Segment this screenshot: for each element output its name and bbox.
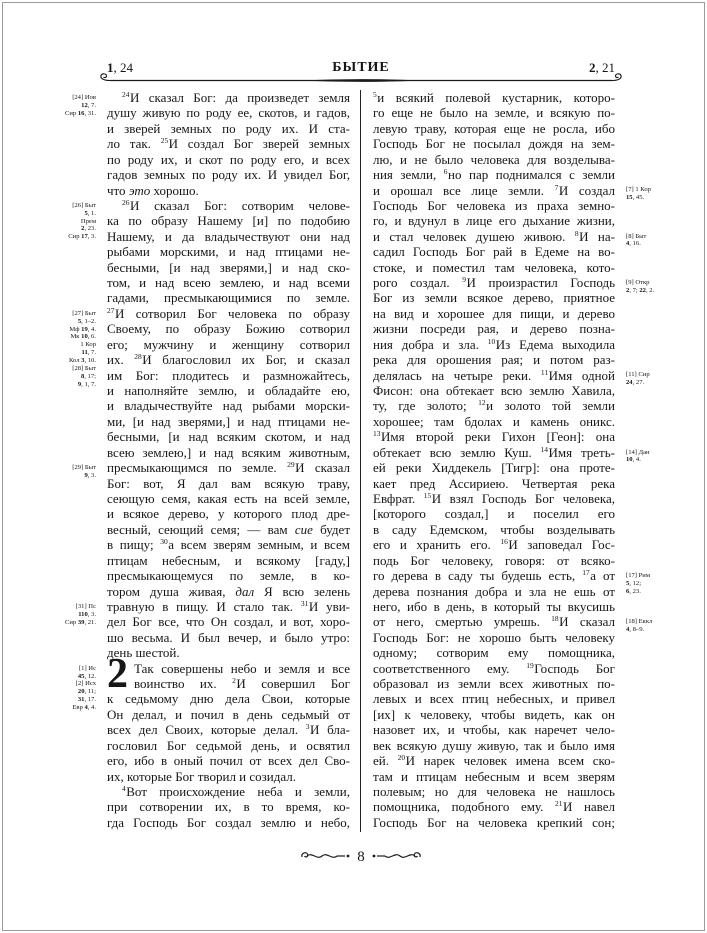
verse-number: 14 xyxy=(540,444,549,454)
text-line: их. $^{28}$И благословил их Бог, и сказал xyxy=(107,352,350,368)
text-line: пресмыкающемуся по земле, в ко- xyxy=(107,568,350,584)
cross-reference xyxy=(40,464,96,480)
text-line: пресмыкающимся по земле. $^{29}$И сказал xyxy=(107,460,350,476)
text-line: стоке, и поместил там человека, кото- xyxy=(373,259,615,275)
text-line: день шестой. xyxy=(107,645,180,661)
verse-number: 28 xyxy=(134,352,142,362)
text-line: по роду их, и скот по роду его, и всех xyxy=(107,151,350,167)
text-line: Своему, по образу Божию сотворил xyxy=(107,321,350,337)
text-line: бесными, [и над всяким скотом, и над xyxy=(107,429,350,445)
cross-reference-line: Мк 10, 6. xyxy=(70,333,96,341)
text-line: весный, сеющий семя; — вам сие будет xyxy=(107,521,350,537)
verse-number: 17 xyxy=(582,568,590,578)
text-line: кает пред Ассириею. Четвертая река xyxy=(373,475,615,491)
text-line: всею землею,] и над всяким животным, xyxy=(107,444,350,460)
bold-chapter-number: 15 xyxy=(626,194,633,202)
cross-reference-line: [1] Ис xyxy=(78,664,96,672)
cross-reference-line: [14] Дан xyxy=(626,448,650,456)
header-rule-right-curl xyxy=(612,74,621,81)
text-line: ло так. $^{25}$И создал Бог зверей земных xyxy=(107,136,350,152)
bold-chapter-number: 4 xyxy=(626,240,630,248)
cross-reference-line: 9, 3. xyxy=(84,471,96,479)
text-line: Нашему, и да владычествуют они над xyxy=(107,228,350,244)
text-line: гадов земных по роду их. И увидел Бог, xyxy=(107,167,350,183)
verse-number: 31 xyxy=(300,598,309,608)
text-line: воинство их. $^2$И совершил Бог xyxy=(134,676,350,692)
cross-reference-line: [18] Еккл xyxy=(626,618,653,626)
cross-reference-line: Мф 19, 4. xyxy=(69,325,96,333)
column-divider xyxy=(360,90,361,832)
text-line: обтекает всю землю Куш. $^{14}$Имя треть- xyxy=(373,444,615,460)
verse-number: 26 xyxy=(122,197,130,207)
italic-word: дал xyxy=(235,583,255,599)
cross-reference-line: Сир 17, 3. xyxy=(68,233,96,241)
cross-reference-line: 45, 12. xyxy=(77,672,96,680)
text-line: шо весьма. И был вечер, и было утро: xyxy=(107,629,350,645)
text-line: том, и над всею землею, и над всеми xyxy=(107,275,350,291)
text-line: хорошее; там бдолах и камень оникс. xyxy=(373,413,615,429)
bold-chapter-number: 5 xyxy=(626,579,630,587)
text-line: Господь Бог на человека крепкий сон; xyxy=(373,814,615,830)
text-line: в саду Едемском, чтобы возделывать xyxy=(373,521,615,537)
text-line: назовет их, и чтобы, как наречет чело- xyxy=(373,722,615,738)
text-line: ния земли, $^6$но пар поднимался с земли xyxy=(373,167,615,183)
verse-number: 27 xyxy=(107,305,115,315)
text-line: соответственного ему. $^{19}$Господь Бог xyxy=(373,660,616,676)
cross-reference-line: 6, 23. xyxy=(626,587,641,595)
bold-chapter-number: 20 xyxy=(77,688,85,696)
bold-chapter-number: 12 xyxy=(81,101,88,109)
text-line: Фисон: она обтекает всю землю Хавила, xyxy=(373,383,615,399)
text-line: им Бог: плодитесь и размножайтесь, xyxy=(107,367,350,383)
text-line: ей реки Хиддекель [Тигр]: она проте- xyxy=(373,460,615,476)
text-line: к седьмому дню дела Свои, которые xyxy=(107,691,350,707)
cross-reference-line: 5, 1. xyxy=(84,209,96,217)
text-line: и орошал все лице земли. $^7$И создал xyxy=(373,182,615,198)
text-line: полевым; но для человека не нашлось xyxy=(373,783,615,799)
text-line: Бог: вот, Я дал вам всякую траву, xyxy=(107,475,350,491)
text-line: сеющую семя, какая есть на всей земле, xyxy=(107,490,350,506)
verse-number: 10 xyxy=(487,336,496,346)
text-line: Так совершены небо и земля и все xyxy=(134,660,350,676)
cross-reference-line: [7] 1 Кор xyxy=(626,186,651,194)
text-line: и владычествуйте над рыбами морски- xyxy=(107,398,350,414)
text-line: [их] к человеку, чтобы видеть, как он xyxy=(373,706,615,722)
text-line: лю, и не было человека для возделыва- xyxy=(373,151,615,167)
text-line: левых и всех птиц небесных, и привел xyxy=(373,691,615,707)
verse-number: 29 xyxy=(287,460,295,470)
text-line: него, ибо в день, в который ты вкусишь xyxy=(373,598,615,614)
italic-word: это xyxy=(128,182,151,198)
bold-chapter-number: 110 xyxy=(78,610,88,618)
text-line: $^5$и всякий полевой кустарник, которо- xyxy=(373,90,615,105)
verse-number: 9 xyxy=(462,275,466,285)
left-text-column xyxy=(107,90,350,830)
text-line: гословил Бог седьмой день, и освятил xyxy=(107,737,350,753)
text-line: в пищу; $^{30}$а всем зверям земным, и всем xyxy=(107,537,350,553)
bold-chapter-number: 4 xyxy=(84,704,88,712)
cross-reference-line: 110, 3. xyxy=(78,610,96,618)
cross-reference xyxy=(626,371,686,387)
cross-reference-line: 11, 7. xyxy=(81,349,96,357)
text-line: его; мужчину и женщину сотворил xyxy=(107,336,350,352)
cross-reference-line: 4, 16. xyxy=(626,240,641,248)
text-line: и стал человек душею живою. $^8$И на- xyxy=(373,228,615,244)
cross-reference-line: 20, 11; xyxy=(77,688,96,696)
cross-reference-line: 10, 4. xyxy=(626,456,641,464)
cross-reference xyxy=(626,618,686,634)
text-line: дерева познания добра и зла не ешь от xyxy=(373,583,615,599)
text-line: $^{24}$И сказал Бог: да произведет земля xyxy=(122,90,350,105)
bold-chapter-number: 5 xyxy=(77,317,82,325)
bold-chapter-number: 45 xyxy=(77,672,85,680)
bold-chapter-number: 3 xyxy=(81,357,85,365)
bold-chapter-number: 8 xyxy=(80,372,85,380)
chapter-number: 2 xyxy=(107,651,128,697)
text-line: ми, [и над зверями,] и над птицами не- xyxy=(107,413,350,429)
verse-number: 24 xyxy=(122,90,130,99)
cross-reference-line: [11] Сир xyxy=(626,371,650,379)
cross-reference-line: Кол 3, 10. xyxy=(68,357,96,365)
italic-word: сие xyxy=(294,521,313,537)
text-line: делялась на четыре реки. $^{11}$Имя одной xyxy=(373,367,615,383)
bold-chapter-number: 1 xyxy=(107,60,114,75)
cross-reference-line: [2] Исх xyxy=(75,680,96,688)
text-line: что это хорошо. xyxy=(107,182,199,198)
cross-reference-line: 5, 1–2. xyxy=(77,317,96,325)
cross-reference xyxy=(626,279,686,295)
verse-number: 16 xyxy=(500,537,508,547)
cross-reference-line: [26] Быт xyxy=(72,201,96,209)
verse-number: 18 xyxy=(551,614,559,624)
bold-chapter-number: 19 xyxy=(81,325,88,333)
cross-reference-line: 15, 45. xyxy=(626,194,645,202)
bold-chapter-number: 31 xyxy=(77,696,85,704)
text-line: Он делал, и почил в день седьмый от xyxy=(107,706,350,722)
text-line: там и птицам небесным и всем зверям xyxy=(373,768,615,784)
text-line: дел Бог все, что Он создал, и вот, хоро- xyxy=(107,614,350,630)
text-line: $^{26}$И сказал Бог: сотворим челове- xyxy=(122,197,350,213)
left-margin-references xyxy=(40,0,96,712)
verse-number: 19 xyxy=(526,660,534,670)
text-line: $^{13}$Имя второй реки Гихон [Геон]: она xyxy=(373,429,615,445)
text-line: река для орошения рая; и потом раз- xyxy=(373,352,615,368)
bold-chapter-number: 5 xyxy=(84,209,88,217)
text-line: Господь Бог: не хорошо быть человеку xyxy=(373,629,615,645)
cross-reference xyxy=(626,233,686,249)
bold-chapter-number: 17 xyxy=(81,233,88,241)
text-line: го дерева в саду ты будешь есть, $^{17}$а от xyxy=(373,568,615,584)
cross-reference xyxy=(40,310,96,389)
cross-reference-line: Сир 16, 31. xyxy=(64,109,96,117)
bold-chapter-number: 11 xyxy=(81,349,88,357)
header-rule-left-curl xyxy=(101,74,110,81)
verse-number: 3 xyxy=(305,722,310,732)
bold-chapter-number: 4 xyxy=(626,626,630,634)
cross-reference-line: [17] Рим xyxy=(626,572,651,580)
text-line: бесными, [и над зверями,] и над ско- xyxy=(107,259,350,275)
text-line: и зверей земных по роду их. И ста- xyxy=(107,120,350,136)
text-line: [которого создал,] и поселил его xyxy=(373,506,615,522)
cross-reference-line: 1 Кор xyxy=(80,341,96,349)
bold-chapter-number: 2 xyxy=(589,60,596,75)
text-line: Господь Бог не посылал дождя на зем- xyxy=(373,136,615,152)
cross-reference-line: 2, 23. xyxy=(81,225,96,233)
text-line: Бог из земли всякое дерево, приятное xyxy=(373,290,615,306)
cross-reference-line: [24] Иов xyxy=(72,93,96,101)
verse-number: 7 xyxy=(554,182,559,192)
bold-chapter-number: 9 xyxy=(77,380,82,388)
text-line: гадами, пресмыкающимися по земле. xyxy=(107,290,350,306)
bold-chapter-number: 2 xyxy=(81,225,85,233)
cross-reference-line: Прем xyxy=(80,217,96,225)
text-line: душу живую по роду ее, скотов, и гадов, xyxy=(107,105,350,121)
text-line: образовал из земли всех животных по- xyxy=(373,676,615,692)
cross-reference-line: [27] Быт xyxy=(72,309,96,317)
text-line: помощника, подобного ему. $^{21}$И навел xyxy=(373,799,615,815)
ornament-curl xyxy=(302,853,308,857)
cross-reference xyxy=(626,186,686,202)
cross-reference-line: [9] Откр xyxy=(626,278,650,286)
book-title: БЫТИЕ xyxy=(332,60,390,75)
text-line: при сотворении их, в то время, ко- xyxy=(107,799,350,815)
bold-chapter-number: 2 xyxy=(626,286,630,294)
text-line: ту, где золото; $^{12}$и золото той земли xyxy=(373,398,616,414)
cross-reference xyxy=(40,202,96,242)
cross-reference-line: [29] Быт xyxy=(72,464,96,472)
verse-number: 8 xyxy=(574,228,579,238)
verse-number: 2 xyxy=(232,676,236,686)
right-margin-references xyxy=(626,0,686,634)
cross-reference xyxy=(40,94,96,118)
verse-number: 20 xyxy=(397,753,406,763)
verse-number: 4 xyxy=(122,783,126,793)
text-line: рыбами морскими, и над птицами не- xyxy=(107,244,350,260)
text-line: Евфрат. $^{15}$И взял Господь Бог человека, xyxy=(373,490,615,506)
text-line: птицам небесным, и всякому [гаду,] xyxy=(107,552,350,568)
cross-reference xyxy=(626,449,686,465)
text-line: их, которые Бог творил и созидал. xyxy=(107,768,296,784)
bold-chapter-number: 39 xyxy=(77,618,85,626)
text-line: $^{27}$И сотворил Бог человека по образу xyxy=(107,305,350,321)
text-line: Господь Бог человека из праха земно- xyxy=(373,197,615,213)
text-line: садил Господь Бог рай в Едеме на во- xyxy=(373,244,615,260)
bold-chapter-number: 6 xyxy=(626,587,630,595)
cross-reference-line: [31] Пс xyxy=(75,602,96,610)
verse-number: 13 xyxy=(373,429,381,439)
cross-reference-line: 31, 17. xyxy=(77,696,96,704)
text-line: век всякую душу живую, так и было имя xyxy=(373,737,615,753)
verse-number: 30 xyxy=(160,537,168,547)
text-line: подь Бог человеку, говоря: от всяко- xyxy=(373,552,615,568)
text-line: всех дел Своих, которые делал. $^3$И бла- xyxy=(107,722,350,738)
running-head-start-reference: 1, 24 xyxy=(107,60,133,75)
verse-number: 5 xyxy=(373,90,377,99)
cross-reference xyxy=(40,665,96,712)
cross-reference-line: Сир 39, 21. xyxy=(64,618,96,626)
bold-chapter-number: 24 xyxy=(626,379,633,387)
text-line: тором душа живая, дал Я всю зелень xyxy=(107,583,350,599)
text-line: жизни посреди рая, и дерево позна- xyxy=(373,321,615,337)
cross-reference-line: 8, 17; xyxy=(80,372,96,380)
cross-reference-line: 24, 27. xyxy=(626,379,645,387)
bold-chapter-number: 10 xyxy=(81,333,88,341)
cross-reference-line: 12, 7. xyxy=(81,101,96,109)
header-rule-center-swell xyxy=(300,79,422,82)
verse-number: 25 xyxy=(160,136,169,146)
cross-reference xyxy=(40,603,96,627)
text-line: травную в пищу. И стало так. $^{31}$И уви- xyxy=(107,598,351,614)
verse-number: 12 xyxy=(478,398,486,408)
verse-number: 15 xyxy=(423,490,432,500)
cross-reference-line: 9, 1, 7. xyxy=(77,380,96,388)
text-line: его и хранить его. $^{16}$И заповедал Гос- xyxy=(373,537,616,553)
text-line: и наполняйте землю, и обладайте ею, xyxy=(107,383,350,399)
bold-chapter-number: 16 xyxy=(77,109,85,117)
page-number: 8 xyxy=(357,849,365,865)
text-line: левую траву, которая еще не росла, ибо xyxy=(373,120,615,136)
cross-reference xyxy=(626,572,686,596)
verse-number: 11 xyxy=(540,367,549,377)
verse-number: 21 xyxy=(554,799,563,809)
text-line: одному; сотворим ему помощника, xyxy=(373,645,615,661)
cross-reference-line: 2, 7; 22, 2. xyxy=(626,286,655,294)
cross-reference-line: [8] Быт xyxy=(626,232,647,240)
text-line: рого создал. $^9$И произрастил Господь xyxy=(373,275,615,291)
cross-reference-line: 5, 12; xyxy=(626,579,642,587)
text-line: и всякое дерево, у которого плод дре- xyxy=(107,506,350,522)
text-line: ния добра и зла. $^{10}$Из Едема выходила xyxy=(373,336,615,352)
cross-reference-line: Евр 4, 4. xyxy=(72,704,96,712)
text-line: от него, смертью умрешь. $^{18}$И сказал xyxy=(373,614,615,630)
right-text-column xyxy=(373,90,615,830)
text-line: гда Господь Бог создал землю и небо, xyxy=(107,814,350,830)
ornament-curl xyxy=(414,853,420,857)
bold-chapter-number: 9 xyxy=(84,471,88,479)
text-line: ей. $^{20}$И нарек человек имена всем ско- xyxy=(373,753,615,769)
bold-chapter-number: 10 xyxy=(626,456,633,464)
text-line: $^4$Вот происхождение неба и земли, xyxy=(122,783,350,799)
cross-reference-line: 4, 8–9. xyxy=(626,626,645,634)
header-rule xyxy=(0,71,707,89)
text-line: на вид и хорошее для пищи, и дерево xyxy=(373,305,615,321)
running-head-end-reference: 2, 21 xyxy=(589,60,615,75)
text-line: го, и вдунул в лице его дыхание жизни, xyxy=(373,213,615,229)
bold-chapter-number: 22 xyxy=(639,286,646,294)
text-line: ка по образу Нашему [и] по подобию xyxy=(107,213,350,229)
cross-reference-line: [28] Быт xyxy=(72,365,96,373)
verse-number: 6 xyxy=(443,167,448,177)
text-line: го еще не было на земле, и всякую по- xyxy=(373,105,615,121)
text-line: его, ибо в оный почил от всех дел Сво- xyxy=(107,753,350,769)
